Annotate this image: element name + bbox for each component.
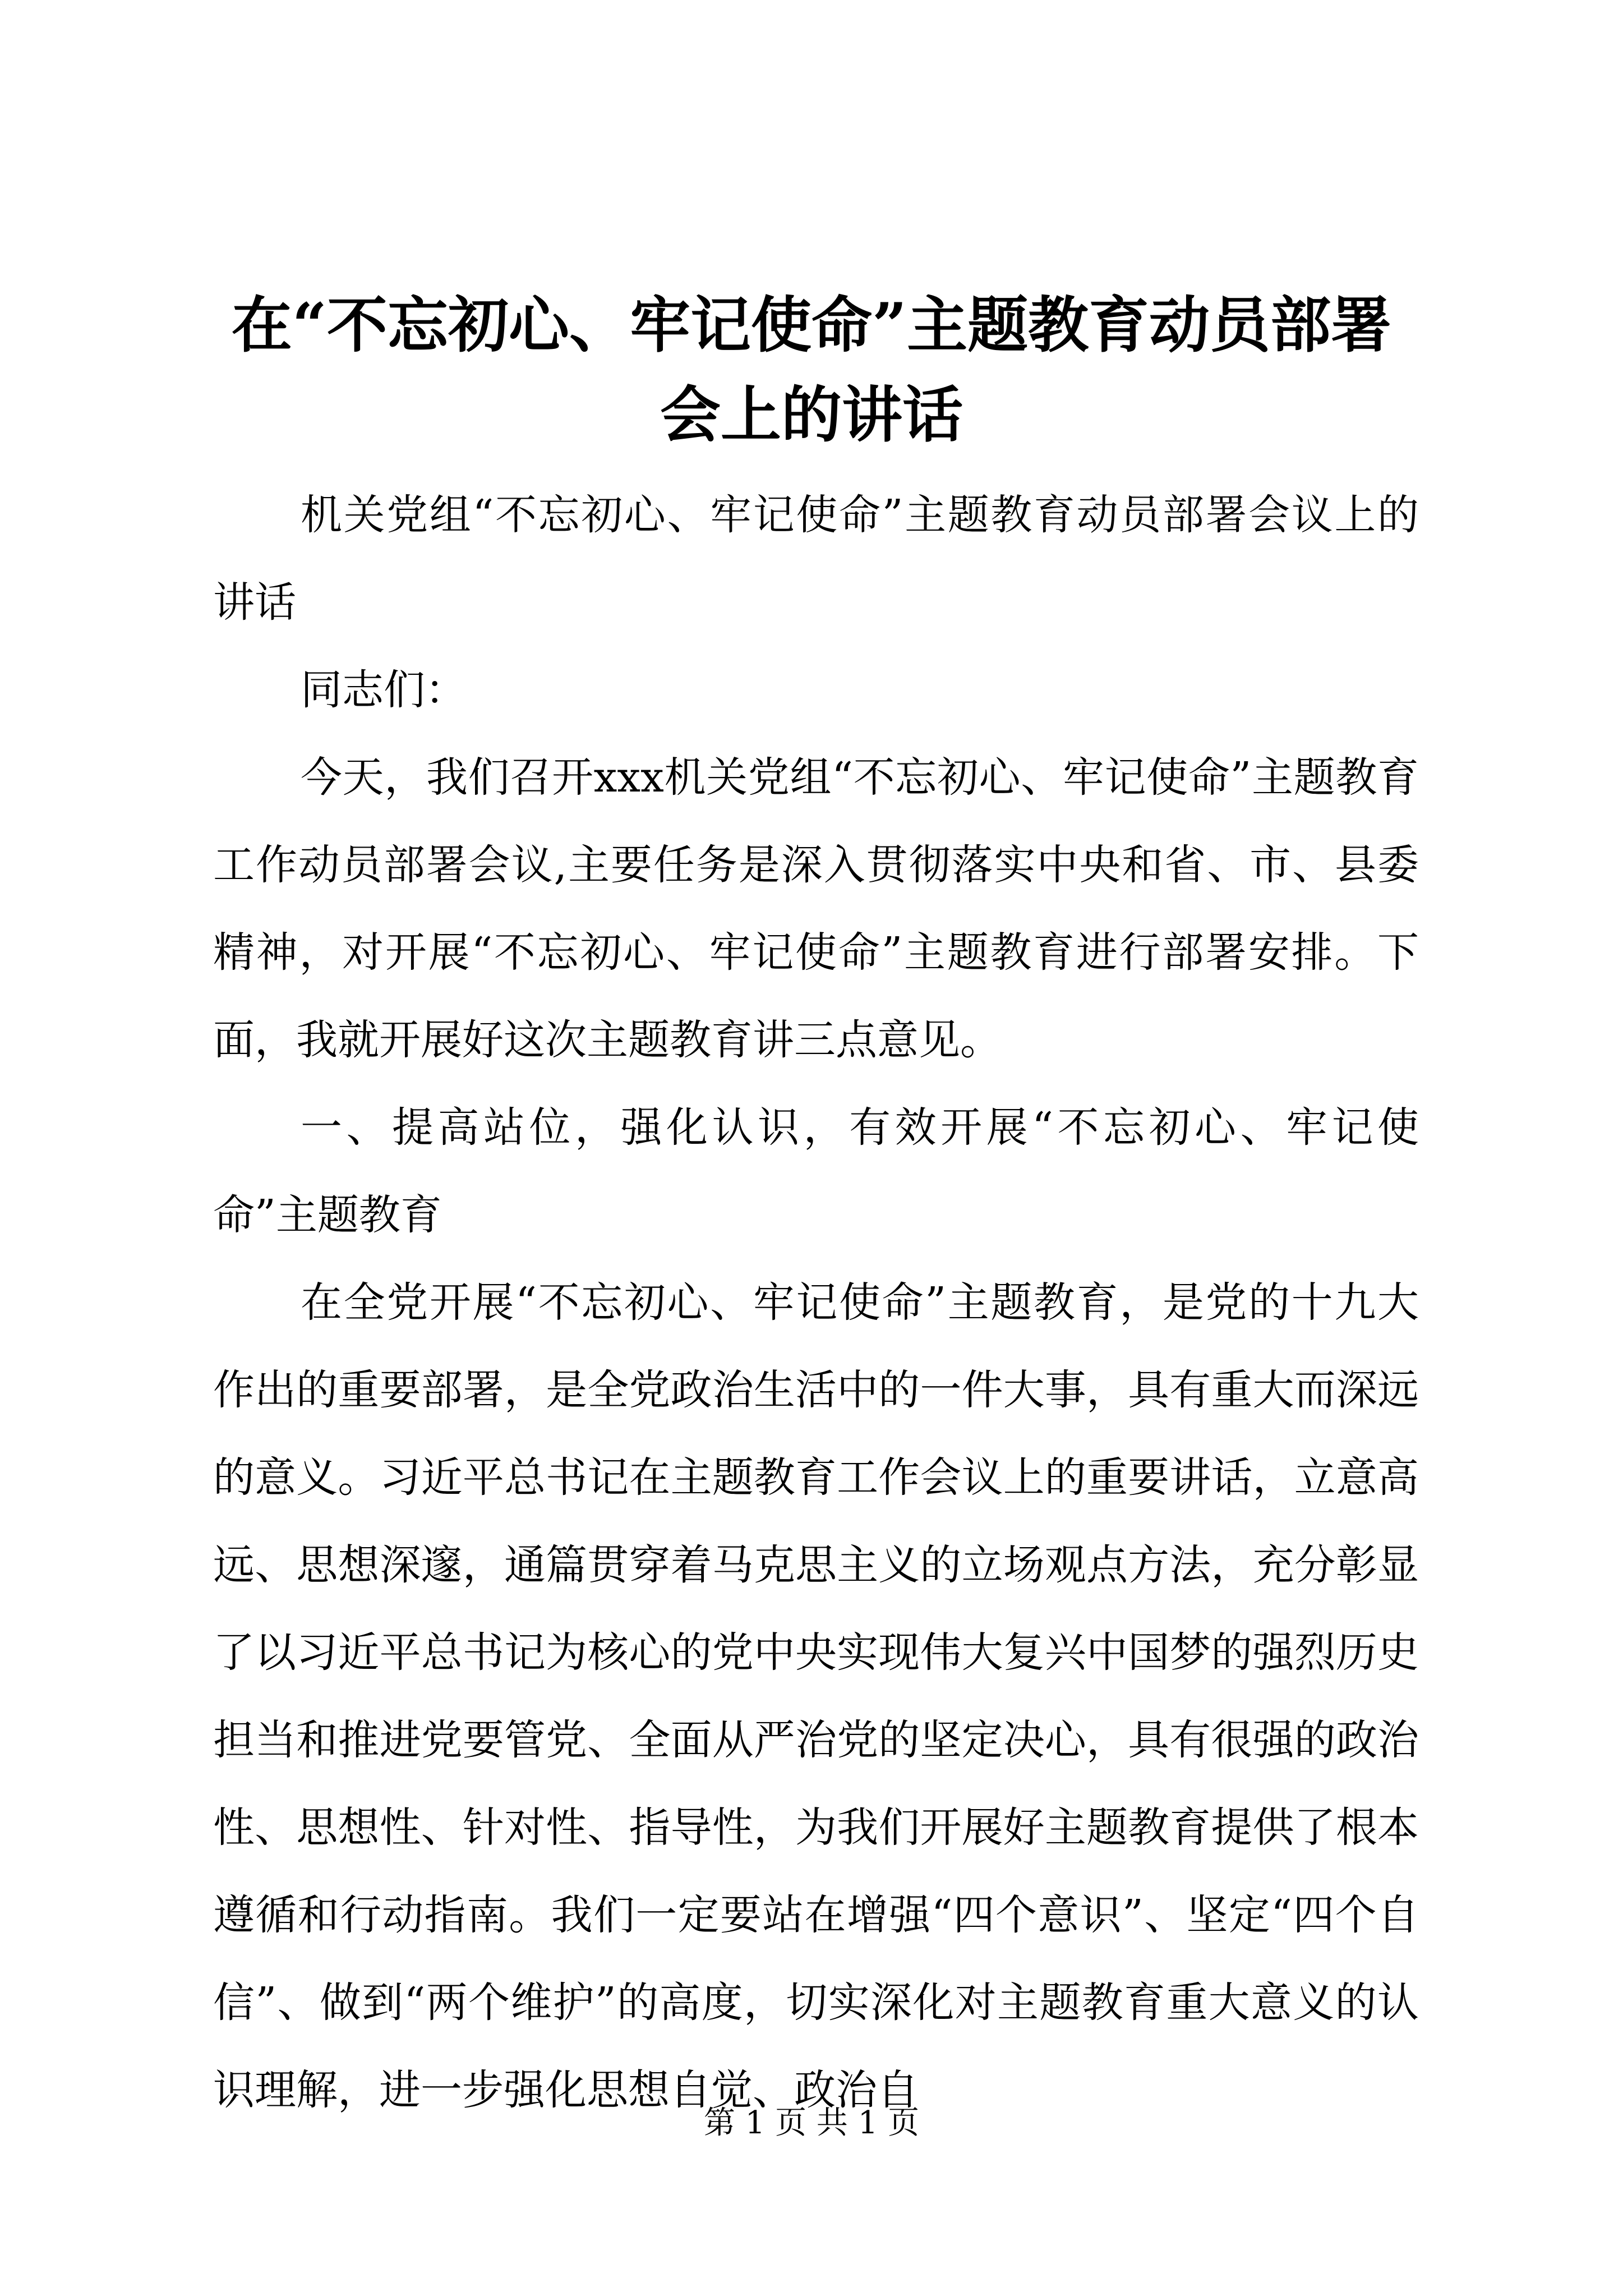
body-paragraph: 在全党开展“不忘初心、牢记使命”主题教育，是党的十九大作出的重要部署，是全党政治生活中的一件大事，具有重大而深远的意义。习近平总书记在主题教育工作会议上的重要讲话，立意高远、思想深邃，通篇贯穿着马克思主义的立场观点方法，充分彰显了以习近平总书记为核心的党中央实现伟大复兴中国梦的强烈历史担当和推进党要管党、全面从严治党的坚定决心，具有很强的政治性、思想性、针对性、指导性，为我们开展好主题教育提供了根本遵循和行动指南。我们一定要站在增强“四个意识”、坚定“四个自信”、做到“两个维护”的高度，切实深化对主题教育重大意义的认识理解，进一步强化思想自觉、政治自 [213, 1278, 1419, 2114]
document-title-line-1: 在“不忘初心、牢记使命”主题教育动员部署 [231, 290, 1392, 361]
subtitle-paragraph: 机关党组“不忘初心、牢记使命”主题教育动员部署会议上的讲话 [213, 491, 1419, 627]
document-title-line-2: 会上的讲话 [660, 380, 963, 450]
page-footer: 第 1 页 共 1 页 [703, 2105, 920, 2141]
document-title [213, 280, 1410, 460]
section-heading-paragraph: 一、提高站位，强化认识，有效开展“不忘初心、牢记使命”主题教育 [213, 1103, 1419, 1239]
document-body [213, 471, 1419, 2134]
salutation-paragraph: 同志们： [301, 666, 467, 714]
intro-paragraph: 今天，我们召开xxx机关党组“不忘初心、牢记使命”主题教育工作动员部署会议,主要任务是深入贯彻落实中央和省、市、县委精神，对开展“不忘初心、牢记使命”主题教育进行部署安排。下面，我就开展好这次主题教育讲三点意见。 [213, 753, 1419, 1064]
